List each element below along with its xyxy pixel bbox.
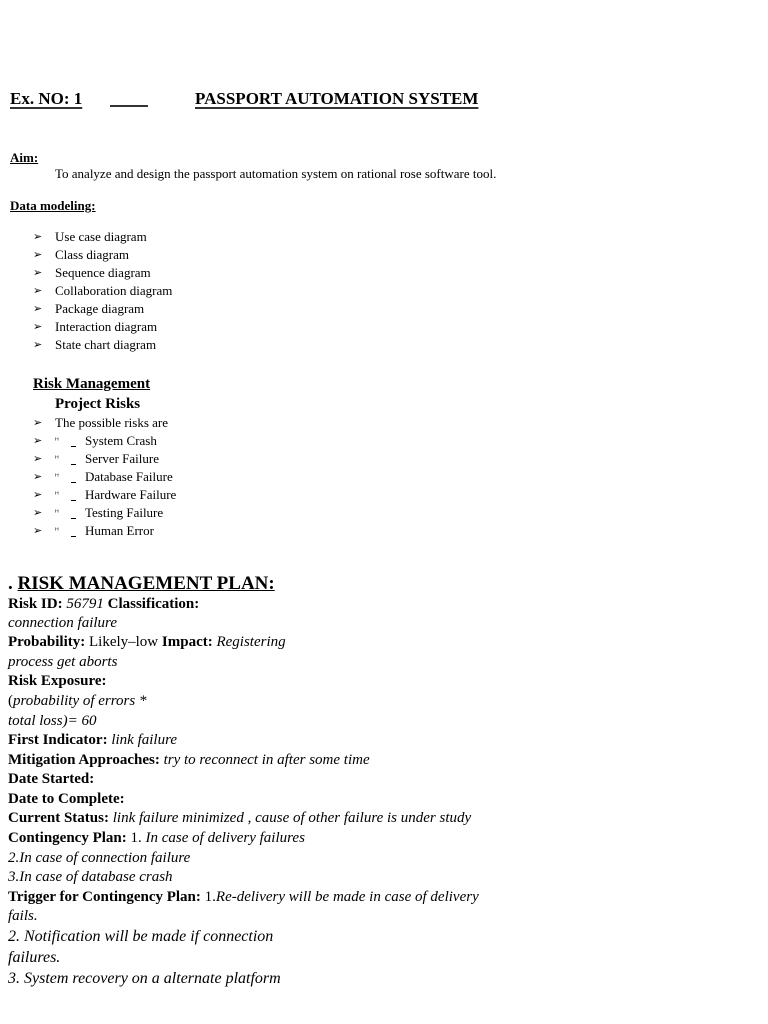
probability-line: Probability: Likely–low Impact: Registering [8, 634, 286, 650]
list-item: ➢ Sequence diagram [33, 265, 151, 280]
arrow-bullet-icon: ➢ [33, 320, 43, 333]
arrow-bullet-icon: ➢ [33, 266, 43, 279]
risk-id-line: Risk ID: 56791 Classification: [8, 596, 200, 612]
list-item: ➢ ᵸ ⎯ Human Error [33, 523, 154, 542]
first-indicator-line: First Indicator: link failure [8, 732, 178, 748]
list-item: ➢ Interaction diagram [33, 319, 158, 334]
date-to-complete-label: Date to Complete: [8, 791, 125, 807]
data-modeling-heading: Data modeling: [10, 198, 96, 213]
trigger-item: failures. [8, 949, 61, 966]
arrow-bullet-icon: ➢ [33, 230, 43, 243]
current-status-line: Current Status: link failure minimized , cause of other failure is under study [8, 810, 472, 826]
list-item: ➢ ᵸ ⎯ Server Failure [33, 451, 160, 470]
arrow-bullet-icon: ➢ [33, 452, 43, 465]
risk-exposure-value: (probability of errors * [8, 693, 147, 709]
list-item: ➢ ᵸ ⎯ Hardware Failure [33, 487, 177, 506]
project-risks-heading: Project Risks [55, 396, 141, 412]
risk-exposure-label: Risk Exposure: [8, 673, 107, 689]
symbol-glyph-icon: ᵸ ⎯ [55, 526, 76, 542]
mitigation-line: Mitigation Approaches: try to reconnect in after some time [8, 752, 370, 768]
contingency-item: 3.In case of database crash [8, 869, 173, 885]
list-item: ➢ ᵸ ⎯ Testing Failure [33, 505, 164, 524]
arrow-bullet-icon: ➢ [33, 488, 43, 501]
trigger-item: 2. Notification will be made if connection [8, 928, 274, 945]
classification-value: connection failure [8, 615, 117, 631]
exercise-number-underline [110, 105, 148, 107]
arrow-bullet-icon: ➢ [33, 284, 43, 297]
arrow-bullet-icon: ➢ [33, 416, 43, 429]
risk-list [33, 414, 176, 540]
symbol-glyph-icon: ᵸ ⎯ [55, 508, 76, 524]
arrow-bullet-icon: ➢ [33, 434, 43, 447]
list-item: ➢ The possible risks are [33, 415, 169, 430]
plan-heading: . RISK MANAGEMENT PLAN: [8, 573, 275, 594]
arrow-bullet-icon: ➢ [33, 338, 43, 351]
trigger-item: fails. [8, 908, 38, 924]
list-item: ➢ ᵸ ⎯ Database Failure [33, 469, 173, 488]
exercise-number-label: Ex. NO: 1 [10, 89, 83, 108]
arrow-bullet-icon: ➢ [33, 506, 43, 519]
list-item: ➢ Class diagram [33, 247, 130, 262]
document-title: PASSPORT AUTOMATION SYSTEM [195, 89, 479, 108]
symbol-glyph-icon: ᵸ ⎯ [55, 436, 76, 452]
risk-management-heading: Risk Management [33, 376, 151, 392]
trigger-item: 3. System recovery on a alternate platform [8, 970, 281, 987]
list-item: ➢ ᵸ ⎯ System Crash [33, 433, 157, 452]
list-item: ➢ Package diagram [33, 301, 145, 316]
contingency-line: Contingency Plan: 1. In case of delivery failures [8, 830, 305, 846]
symbol-glyph-icon: ᵸ ⎯ [55, 490, 76, 506]
aim-heading: Aim: [10, 150, 39, 165]
list-item: ➢ Use case diagram [33, 229, 147, 244]
risk-exposure-value-cont: total loss)= 60 [8, 713, 97, 729]
trigger-line: Trigger for Contingency Plan: 1.Re-delivery will be made in case of delivery [8, 889, 479, 905]
date-started-label: Date Started: [8, 771, 95, 787]
arrow-bullet-icon: ➢ [33, 470, 43, 483]
impact-value: process get aborts [8, 654, 118, 670]
arrow-bullet-icon: ➢ [33, 248, 43, 261]
symbol-glyph-icon: ᵸ ⎯ [55, 472, 76, 488]
data-modeling-list [33, 228, 172, 354]
arrow-bullet-icon: ➢ [33, 302, 43, 315]
arrow-bullet-icon: ➢ [33, 524, 43, 537]
aim-text: To analyze and design the passport automation system on rational rose software tool. [55, 166, 497, 181]
list-item: ➢ State chart diagram [33, 337, 157, 352]
list-item: ➢ Collaboration diagram [33, 283, 173, 298]
symbol-glyph-icon: ᵸ ⎯ [55, 454, 76, 470]
contingency-item: 2.In case of connection failure [8, 850, 191, 866]
